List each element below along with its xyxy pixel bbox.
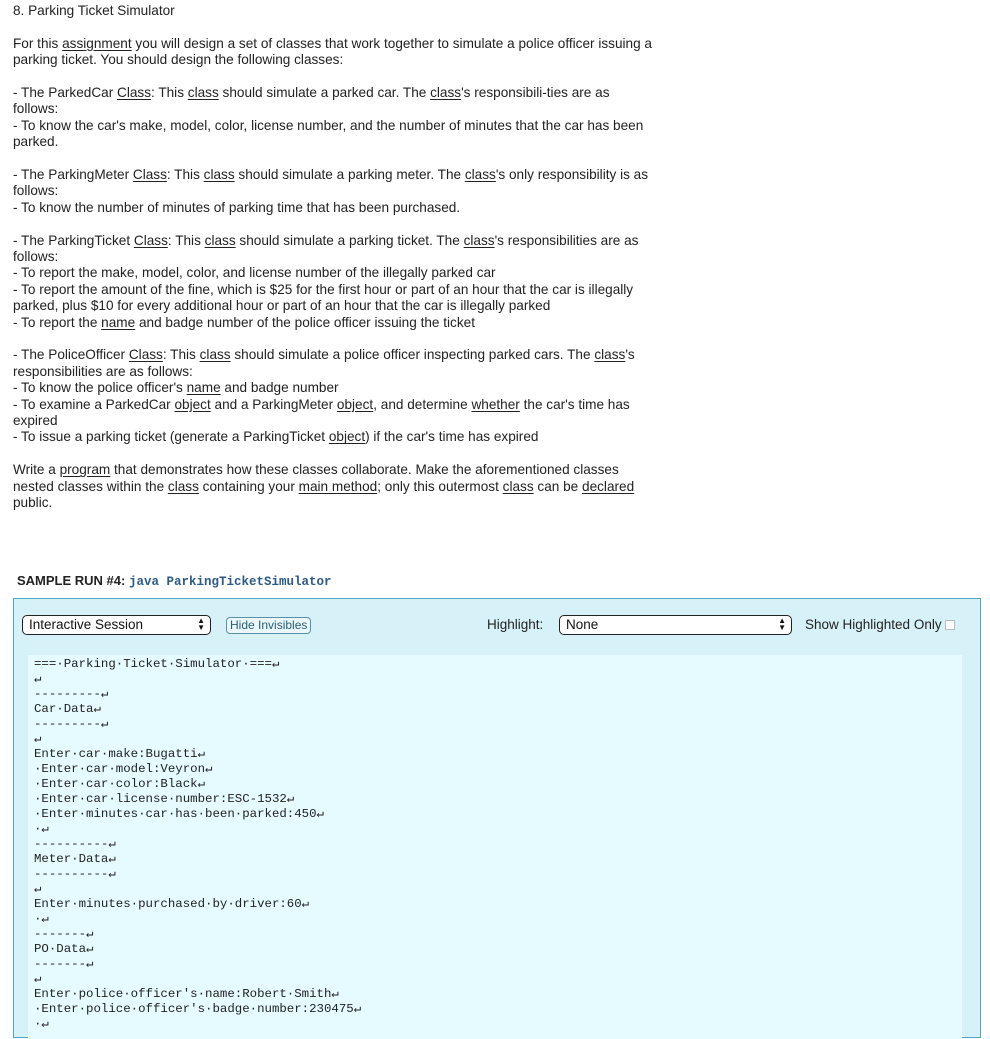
console-line: ↵ — [34, 882, 42, 896]
text: should simulate a police officer inspecting parked cars. The — [230, 347, 595, 363]
text: : This — [151, 85, 188, 100]
text: - To report the — [13, 314, 102, 330]
text: and badge number of the police officer issuing the ticket — [135, 314, 475, 330]
text: should simulate a parking ticket. The — [235, 232, 464, 248]
console-line: ↵ — [34, 972, 42, 986]
session-select[interactable] — [22, 615, 211, 635]
console-line: ↵ — [34, 732, 42, 746]
glossary-link-whether[interactable]: whether — [471, 396, 520, 412]
text: 's only responsibility is as follows: — [13, 167, 649, 199]
glossary-link-class[interactable]: Class — [133, 232, 168, 248]
hide-invisibles-button[interactable]: Hide Invisibles — [226, 617, 311, 634]
text: - To know the police officer's — [13, 380, 187, 396]
console-line: PO·Data↵ — [34, 942, 94, 956]
console-line: ·Enter·minutes·car·has·been·parked:450↵ — [34, 807, 325, 821]
closing-paragraph — [13, 462, 653, 511]
text: should simulate a parking meter. The — [234, 167, 465, 183]
console-line: Meter·Data↵ — [34, 852, 116, 866]
show-highlighted-only-label: Show Highlighted Only — [805, 617, 942, 632]
select-arrows-icon: ▲ ▼ — [778, 616, 786, 632]
glossary-link-name[interactable]: name — [101, 314, 136, 330]
console-line: ·Enter·car·color:Black↵ — [34, 777, 206, 791]
highlight-select-value: None — [566, 617, 599, 632]
console-line: ·Enter·car·model:Veyron↵ — [34, 762, 213, 776]
text: For this — [13, 35, 63, 51]
text: 's responsibilities are as follows: — [13, 232, 639, 265]
glossary-link-class[interactable]: class — [464, 167, 496, 183]
problem-statement — [13, 3, 653, 528]
text: 's responsibilities are as follows: — [13, 347, 635, 379]
show-highlighted-only-toggle[interactable] — [805, 617, 955, 632]
console-output — [28, 655, 962, 1039]
console-line: Enter·police·officer's·name:Robert·Smith↵ — [34, 987, 339, 1001]
glossary-link-class[interactable]: Class — [132, 167, 167, 183]
problem-title: 8. Parking Ticket Simulator — [13, 3, 175, 18]
select-arrows-icon: ▲ ▼ — [197, 616, 205, 632]
text: and badge number — [220, 380, 339, 396]
glossary-link-class[interactable]: class — [502, 478, 534, 494]
text: : This — [166, 167, 204, 183]
highlight-select[interactable] — [559, 615, 792, 635]
glossary-link-class[interactable]: class — [167, 478, 199, 494]
glossary-link-class[interactable]: class — [463, 232, 495, 248]
console-line: ----------↵ — [34, 837, 116, 851]
text: - To examine a ParkedCar — [13, 396, 175, 412]
console-line: -------↵ — [34, 957, 94, 971]
console-line: ---------↵ — [34, 717, 109, 731]
text: : This — [167, 232, 205, 248]
glossary-link-name[interactable]: name — [186, 380, 221, 396]
glossary-link-object[interactable]: object — [336, 396, 374, 412]
console-line: -------↵ — [34, 927, 94, 941]
responsibility-item: - To report the make, model, color, and license number of the illegally parked car — [13, 265, 496, 281]
glossary-link-class[interactable]: class — [199, 347, 231, 363]
glossary-link-main-method[interactable]: main method — [298, 478, 378, 494]
session-select-value: Interactive Session — [29, 617, 144, 632]
text: - To issue a parking ticket (generate a ParkingTicket — [13, 429, 329, 445]
console-line: ·↵ — [34, 822, 49, 836]
text: ; only this outermost — [377, 478, 503, 494]
text: 's responsibili-ties are as follows: — [13, 85, 610, 117]
text: containing your — [198, 478, 299, 494]
text: - The ParkedCar — [13, 85, 118, 100]
text: - The ParkingMeter — [13, 167, 133, 183]
responsibility-item: - To report the amount of the fine, which is $25 for the first hour or part of an hour that the car is illegally parked, plus $10 for every additional hour or part of an hour that the car is illegally parked — [13, 281, 634, 314]
sample-run-command: java ParkingTicketSimulator — [128, 575, 332, 589]
text: that demonstrates how these classes collaborate. Make the aforementioned classes nested classes within the — [13, 462, 619, 494]
glossary-link-program[interactable]: program — [59, 462, 111, 478]
console-line: ·↵ — [34, 912, 49, 926]
glossary-link-object[interactable]: object — [328, 429, 366, 445]
console-line: ---------↵ — [34, 687, 109, 701]
sample-run-heading — [17, 573, 332, 589]
console-line: ·Enter·police·officer's·badge·number:230475↵ — [34, 1002, 362, 1016]
text: Write a — [13, 462, 60, 478]
glossary-link-class[interactable]: class — [204, 232, 236, 248]
glossary-link-class[interactable]: Class — [128, 347, 163, 363]
text: ) if the car's time has expired — [365, 429, 539, 445]
glossary-link-object[interactable]: object — [174, 396, 211, 412]
console-line: Enter·minutes·purchased·by·driver:60↵ — [34, 897, 310, 911]
intro-paragraph — [13, 36, 653, 69]
checkbox-icon[interactable] — [945, 620, 955, 630]
glossary-link-class[interactable]: class — [430, 85, 462, 100]
glossary-link-assignment[interactable]: assignment — [62, 35, 132, 51]
glossary-link-declared[interactable]: declared — [582, 478, 635, 494]
text: - The PoliceOfficer — [13, 347, 129, 363]
parking-meter-section — [13, 167, 653, 216]
highlight-label: Highlight: — [487, 617, 544, 632]
sample-run-panel — [13, 598, 981, 1038]
glossary-link-class[interactable]: class — [594, 347, 626, 363]
glossary-link-class[interactable]: Class — [117, 85, 152, 100]
console-line: ===·Parking·Ticket·Simulator·===↵ — [34, 657, 280, 671]
glossary-link-class[interactable]: class — [187, 85, 219, 100]
parking-ticket-section — [13, 233, 653, 331]
text: - The ParkingTicket — [13, 232, 134, 248]
text: the car's time has expired — [13, 396, 630, 429]
text: public. — [13, 495, 53, 511]
parked-car-section — [13, 85, 653, 151]
text: you will design a set of classes that work together to simulate a police officer issuing a parking ticket. You should design the following classes: — [13, 35, 652, 68]
text: , and determine — [373, 396, 472, 412]
console-line: ·↵ — [34, 1017, 49, 1031]
console-line: Car·Data↵ — [34, 702, 101, 716]
console-line: ·Enter·car·license·number:ESC-1532↵ — [34, 792, 295, 806]
console-line: ----------↵ — [34, 867, 116, 881]
text: should simulate a parked car. The — [218, 85, 431, 100]
responsibility-item: - To know the number of minutes of parking time that has been purchased. — [13, 199, 461, 215]
text: can be — [533, 478, 583, 494]
console-line: ↵ — [34, 672, 42, 686]
text: and a ParkingMeter — [210, 396, 337, 412]
text: : This — [162, 347, 200, 363]
police-officer-section — [13, 347, 653, 445]
glossary-link-class[interactable]: class — [203, 167, 235, 183]
console-line: Enter·car·make:Bugatti↵ — [34, 747, 206, 761]
sample-run-label: SAMPLE RUN #4: — [17, 573, 126, 588]
console-text — [28, 655, 962, 1032]
responsibility-item: - To know the car's make, model, color, license number, and the number of minutes that the car has been parked. — [13, 117, 644, 150]
